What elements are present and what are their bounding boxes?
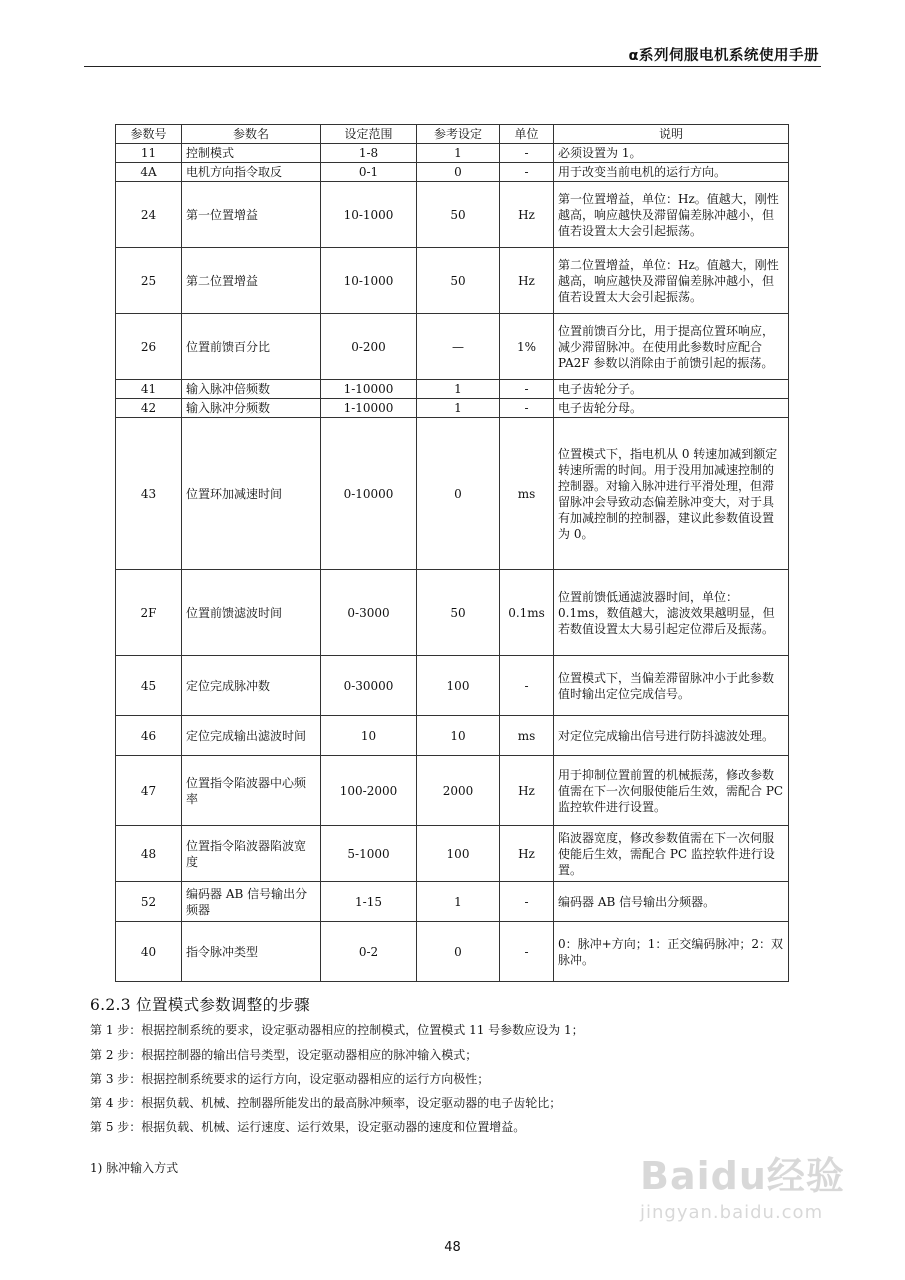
cell-unit: Hz [500,182,554,248]
cell-name: 输入脉冲倍频数 [182,380,321,399]
cell-ref: 1 [417,399,500,418]
table-row [116,656,789,716]
cell-id: 46 [116,716,182,756]
table-row [116,182,789,248]
cell-id: 24 [116,182,182,248]
cell-range: 0-1 [321,163,417,182]
cell-ref: 50 [417,570,500,656]
pulse-input-note: 1) 脉冲输入方式 [90,1161,179,1175]
step-2: 第 2 步：根据控制器的输出信号类型，设定驱动器相应的脉冲输入模式； [90,1048,478,1062]
cell-id: 43 [116,418,182,570]
cell-desc: 用于抑制位置前置的机械振荡，修改参数值需在下一次伺服使能后生效，需配合 PC 监控软件进行设置。 [554,756,789,826]
page-number: 48 [444,1240,461,1255]
cell-unit: - [500,656,554,716]
cell-unit: Hz [500,248,554,314]
cell-ref: — [417,314,500,380]
cell-desc: 电子齿轮分子。 [554,380,789,399]
cell-id: 26 [116,314,182,380]
table-row [116,882,789,922]
table-row [116,826,789,882]
cell-unit: 1% [500,314,554,380]
cell-ref: 0 [417,418,500,570]
cell-name: 第一位置增益 [182,182,321,248]
step-1: 第 1 步：根据控制系统的要求，设定驱动器相应的控制模式，位置模式 11 号参数应设为 1； [90,1023,584,1037]
cell-name: 位置前馈滤波时间 [182,570,321,656]
section-title: 6.2.3 位置模式参数调整的步骤 [90,996,310,1014]
table-row [116,399,789,418]
cell-range: 1-8 [321,144,417,163]
cell-name: 电机方向指令取反 [182,163,321,182]
cell-id: 41 [116,380,182,399]
column-header: 单位 [500,125,554,144]
cell-ref: 0 [417,922,500,982]
table-row [116,380,789,399]
step-4: 第 4 步：根据负载、机械、控制器所能发出的最高脉冲频率，设定驱动器的电子齿轮比； [90,1096,562,1110]
column-header: 参考设定 [417,125,500,144]
cell-desc: 必须设置为 1。 [554,144,789,163]
column-header: 设定范围 [321,125,417,144]
cell-desc: 第一位置增益，单位：Hz。值越大，刚性越高，响应越快及滞留偏差脉冲越小，但值若设置太大会引起振荡。 [554,182,789,248]
cell-range: 0-10000 [321,418,417,570]
table-row [116,570,789,656]
cell-ref: 100 [417,656,500,716]
cell-range: 100-2000 [321,756,417,826]
cell-range: 1-10000 [321,380,417,399]
cell-range: 5-1000 [321,826,417,882]
table-row [116,922,789,982]
step-5: 第 5 步：根据负载、机械、运行速度、运行效果，设定驱动器的速度和位置增益。 [90,1120,526,1134]
cell-id: 11 [116,144,182,163]
cell-id: 4A [116,163,182,182]
cell-name: 定位完成输出滤波时间 [182,716,321,756]
cell-name: 控制模式 [182,144,321,163]
cell-ref: 50 [417,182,500,248]
cell-range: 0-30000 [321,656,417,716]
step-3: 第 3 步：根据控制系统要求的运行方向，设定驱动器相应的运行方向极性； [90,1072,490,1086]
cell-id: 2F [116,570,182,656]
cell-desc: 对定位完成输出信号进行防抖滤波处理。 [554,716,789,756]
cell-range: 0-3000 [321,570,417,656]
cell-name: 编码器 AB 信号输出分频器 [182,882,321,922]
cell-range: 10-1000 [321,182,417,248]
table-row [116,716,789,756]
table-row [116,418,789,570]
parameter-table [115,124,789,982]
table-row [116,756,789,826]
cell-ref: 0 [417,163,500,182]
cell-ref: 1 [417,882,500,922]
cell-range: 0-200 [321,314,417,380]
cell-ref: 1 [417,380,500,399]
cell-desc: 位置模式下，当偏差滞留脉冲小于此参数值时输出定位完成信号。 [554,656,789,716]
cell-unit: - [500,163,554,182]
cell-ref: 50 [417,248,500,314]
cell-desc: 用于改变当前电机的运行方向。 [554,163,789,182]
column-header: 说明 [554,125,789,144]
table-row [116,144,789,163]
cell-unit: ms [500,418,554,570]
cell-ref: 2000 [417,756,500,826]
table-row [116,163,789,182]
cell-id: 42 [116,399,182,418]
cell-range: 10-1000 [321,248,417,314]
cell-ref: 10 [417,716,500,756]
cell-desc: 电子齿轮分母。 [554,399,789,418]
baidu-watermark [640,1145,860,1265]
manual-title: α系列伺服电机系统使用手册 [628,48,819,64]
cell-desc: 陷波器宽度，修改参数值需在下一次伺服使能后生效，需配合 PC 监控软件进行设置。 [554,826,789,882]
cell-name: 第二位置增益 [182,248,321,314]
cell-desc: 第二位置增益，单位：Hz。值越大，刚性越高，响应越快及滞留偏差脉冲越小，但值若设置太大会引起振荡。 [554,248,789,314]
column-header: 参数号 [116,125,182,144]
table-header-row [116,125,789,144]
cell-unit: - [500,380,554,399]
cell-range: 1-10000 [321,399,417,418]
cell-name: 输入脉冲分频数 [182,399,321,418]
watermark-url: jingyan.baidu.com [640,1202,824,1223]
cell-id: 25 [116,248,182,314]
cell-id: 40 [116,922,182,982]
cell-name: 位置前馈百分比 [182,314,321,380]
table-row [116,248,789,314]
cell-id: 47 [116,756,182,826]
cell-desc: 位置前馈百分比，用于提高位置环响应，减少滞留脉冲。在使用此参数时应配合 PA2F 参数以消除由于前馈引起的振荡。 [554,314,789,380]
cell-ref: 100 [417,826,500,882]
header-divider [84,66,821,67]
cell-name: 位置指令陷波器陷波宽度 [182,826,321,882]
cell-name: 指令脉冲类型 [182,922,321,982]
cell-unit: - [500,144,554,163]
cell-unit: - [500,882,554,922]
cell-desc: 位置模式下，指电机从 0 转速加减到额定转速所需的时间。用于没用加减速控制的控制器。对输入脉冲进行平滑处理，但滞留脉冲会导致动态偏差脉冲变大，对于具有加减控制的控制器，建议此参数值设置为 0。 [554,418,789,570]
cell-id: 45 [116,656,182,716]
cell-unit: - [500,399,554,418]
table-row [116,314,789,380]
cell-range: 10 [321,716,417,756]
cell-unit: ms [500,716,554,756]
cell-range: 1-15 [321,882,417,922]
cell-id: 48 [116,826,182,882]
cell-name: 位置环加减速时间 [182,418,321,570]
cell-desc: 0：脉冲+方向；1：正交编码脉冲；2：双脉冲。 [554,922,789,982]
cell-id: 52 [116,882,182,922]
cell-unit: 0.1ms [500,570,554,656]
cell-range: 0-2 [321,922,417,982]
cell-desc: 位置前馈低通滤波器时间，单位：0.1ms，数值越大，滤波效果越明显，但若数值设置太大易引起定位滞后及振荡。 [554,570,789,656]
cell-name: 位置指令陷波器中心频率 [182,756,321,826]
cell-unit: Hz [500,756,554,826]
cell-unit: Hz [500,826,554,882]
cell-unit: - [500,922,554,982]
watermark-logo: Baidu经验 [640,1154,845,1198]
cell-name: 定位完成脉冲数 [182,656,321,716]
cell-ref: 1 [417,144,500,163]
cell-desc: 编码器 AB 信号输出分频器。 [554,882,789,922]
column-header: 参数名 [182,125,321,144]
